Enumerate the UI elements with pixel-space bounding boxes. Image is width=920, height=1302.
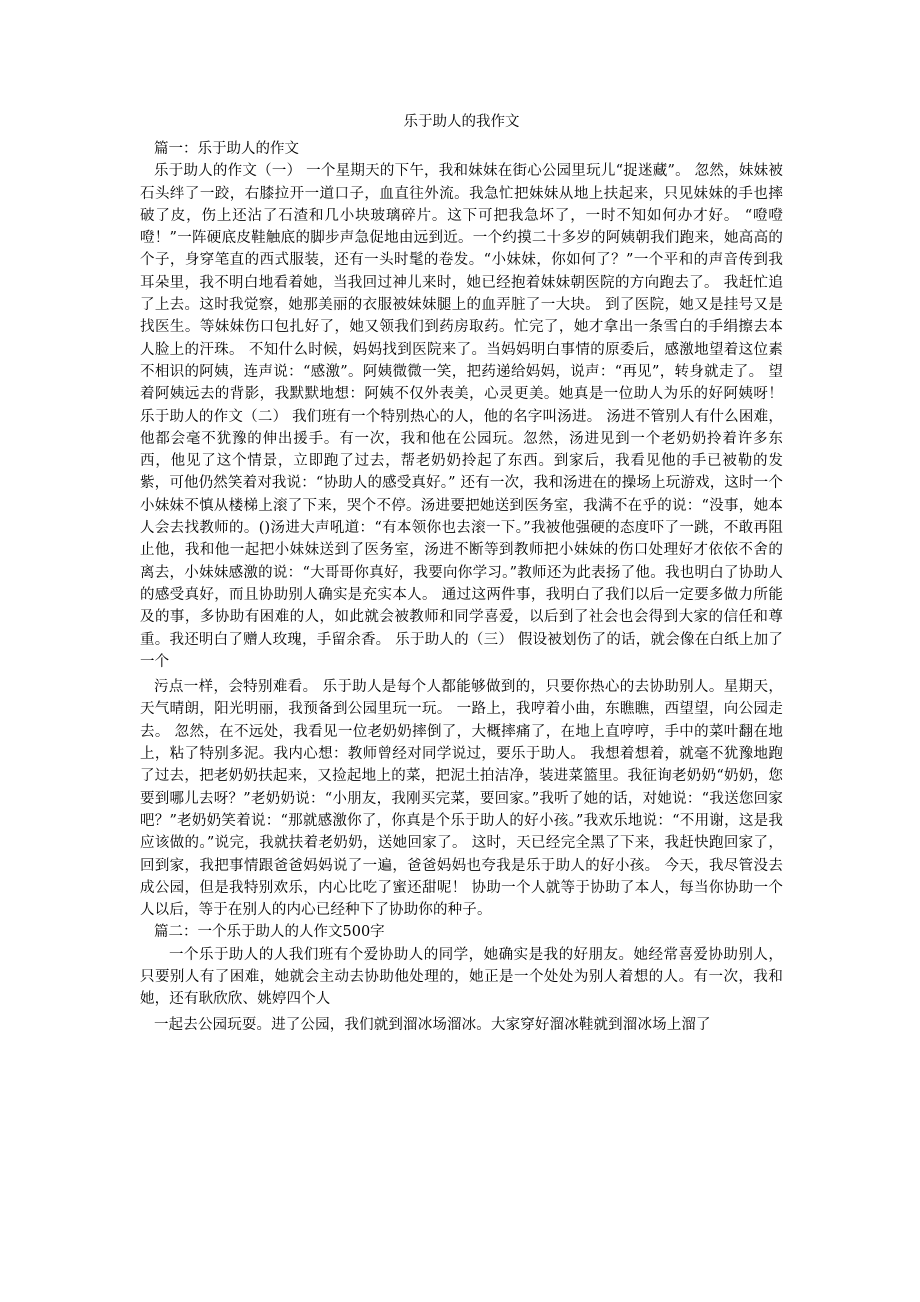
body-paragraph-3: 一个乐于助人的人我们班有个爱协助人的同学，她确实是我的好朋友。她经常喜爱协助别人，只要别人有了困难，她就会主动去协助他处理的，她正是一个处处为别人着想的人。有一次，我和她，还有耿欣欣、姚婷四个人 <box>140 946 783 1008</box>
document-title: 乐于助人的我作文 <box>403 114 520 130</box>
document-page <box>140 112 783 1036</box>
body-paragraph-2: 污点一样，会特别难看。 乐于助人是每个人都能够做到的，只要你热心的去协助别人。星期天，天气晴朗，阳光明丽，我预备到公园里玩一玩。 一路上，我哼着小曲，东瞧瞧，西望望，向公园走去。 忽然，在不远处，我看见一位老奶奶摔倒了，大概摔痛了，在地上直哼哼，手中的菜叶翻在地上，粘了特别多泥。我内心想：教师曾经对同学说过，要乐于助人。 我想着想着，就毫不犹豫地跑了过去，把老奶奶扶起来，又捡起地上的菜，把泥土拍洁净，装进菜篮里。我征询老奶奶“奶奶，您要到哪儿去呀？”老奶奶说：“小朋友，我刚买完菜，要回家。”我听了她的话，对她说：“我送您回家吧？”老奶奶笑着说：“那就感激你了，你真是个乐于助人的好小孩。”我欢乐地说：“不用谢，这是我应该做的。”说完，我就扶着老奶奶，送她回家了。 这时，天已经完全黑了下来，我赶快跑回家了，回到家，我把事情跟爸爸妈妈说了一遍，爸爸妈妈也夸我是乐于助人的好小孩。 今天，我尽管没去成公园，但是我特别欢乐，内心比吃了蜜还甜呢！ 协助一个人就等于协助了本人，每当你协助一个人以后，等于在别人的内心已经种下了协助你的种子。 <box>140 679 783 919</box>
section-heading-1: 篇一：乐于助人的作文 <box>154 141 299 157</box>
section-heading-2: 篇二：一个乐于助人的人作文500字 <box>154 924 385 941</box>
body-paragraph-1: 乐于助人的作文（一） 一个星期天的下午，我和妹妹在街心公园里玩儿“捉迷藏”。 忽然，妹妹被石头绊了一跤，右膝拉开一道口子，血直往外流。我急忙把妹妹从地上扶起来，只见妹妹的手也摔破了皮，伤上还沾了石渣和几小块玻璃碎片。这下可把我急坏了，一时不知如何办才好。 “噔噔噔！”一阵硬底皮鞋触底的脚步声急促地由远到近。一个约摸二十多岁的阿姨朝我们跑来，她高高的个子，身穿笔直的西式服装，还有一头时髦的卷发。“小妹妹，你如何了？”一个平和的声音传到我耳朵里，我不明白地看着她，当我回过神儿来时，她已经抱着妹妹朝医院的方向跑去了。 我赶忙追了上去。这时我觉察，她那美丽的衣服被妹妹腿上的血弄脏了一大块。 到了医院，她又是挂号又是找医生。等妹妹伤口包扎好了，她又领我们到药房取药。忙完了，她才拿出一条雪白的手绢擦去本人脸上的汗珠。 不知什么时候，妈妈找到医院来了。当妈妈明白事情的原委后，感激地望着这位素不相识的阿姨，连声说：“感激”。阿姨微微一笑，把药递给妈妈，说声：“再见”，转身就走了。 望着阿姨远去的背影，我默默地想：阿姨不仅外表美，心灵更美。她真是一位助人为乐的好阿姨呀！乐于助人的作文（二） 我们班有一个特别热心的人，他的名字叫汤进。 汤进不管别人有什么困难，他都会毫不犹豫的伸出援手。有一次，我和他在公园玩。忽然，汤进见到一个老奶奶拎着许多东西，他见了这个情景，立即跑了过去，帮老奶奶拎起了东西。到家后，我看见他的手已被勒的发紫，可他仍然笑着对我说：“协助人的感受真好。” 还有一次，我和汤进在的操场上玩游戏，这时一个小妹妹不慎从楼梯上滚了下来，哭个不停。汤进要把她送到医务室，我满不在乎的说：“没事，她本人会去找教师的。()汤进大声吼道：“有本领你也去滚一下。”我被他强硬的态度吓了一跳，不敢再阻止他，我和他一起把小妹妹送到了医务室，汤进不断等到教师把小妹妹的伤口处理好才依依不舍的离去，小妹妹感激的说：“大哥哥你真好，我要向你学习。”教师还为此表扬了他。我也明白了协助人的感受真好，而且协助别人确实是充实本人。 通过这两件事，我明白了我们以后一定要多做力所能及的事，多协助有困难的人，如此就会被教师和同学喜爱，以后到了社会也会得到大家的信任和尊重。我还明白了赠人玫瑰，手留余香。 乐于助人的（三） 假设被划伤了的话，就会像在白纸上加了一个 <box>140 163 783 670</box>
body-paragraph-4: 一起去公园玩耍。进了公园，我们就到溜冰场溜冰。大家穿好溜冰鞋就到溜冰场上溜了 <box>154 1016 711 1033</box>
